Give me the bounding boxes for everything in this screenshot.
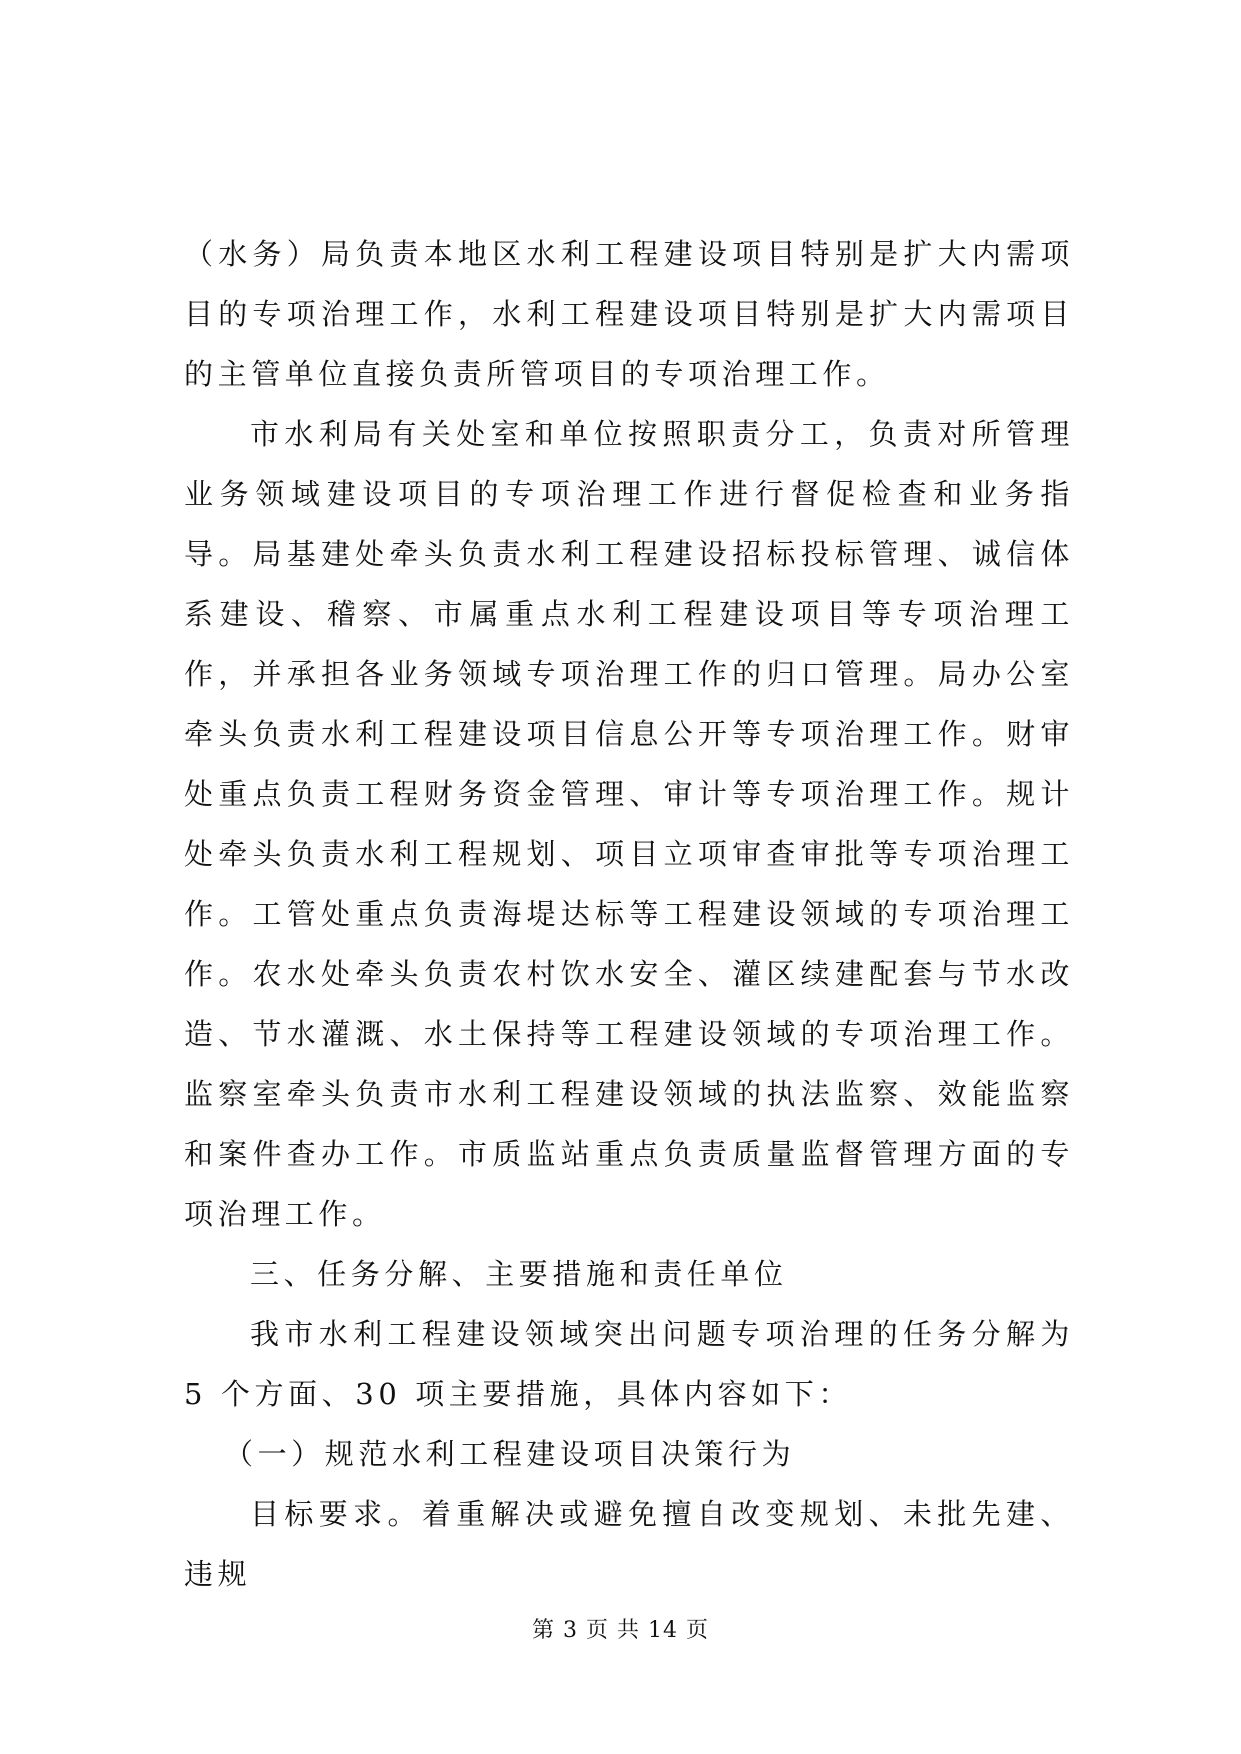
paragraph-continuation: （水务）局负责本地区水利工程建设项目特别是扩大内需项目的专项治理工作，水利工程建设项目特别是扩大内需项目的主管单位直接负责所管项目的专项治理工作。 [184, 237, 1074, 391]
page-number-footer: 第 3 页 共 14 页 [532, 1618, 709, 1643]
document-body [184, 224, 1088, 1604]
paragraph-responsibilities: 市水利局有关处室和单位按照职责分工，负责对所管理业务领域建设项目的专项治理工作进行督促检查和业务指导。局基建处牵头负责水利工程建设招标投标管理、诚信体系建设、稽察、市属重点水利工程建设项目等专项治理工作，并承担各业务领域专项治理工作的归口管理。局办公室牵头负责水利工程建设项目信息公开等专项治理工作。财审处重点负责工程财务资金管理、审计等专项治理工作。规计处牵头负责水利工程规划、项目立项审查审批等专项治理工作。工管处重点负责海堤达标等工程建设领域的专项治理工作。农水处牵头负责农村饮水安全、灌区续建配套与节水改造、节水灌溉、水土保持等工程建设领域的专项治理工作。监察室牵头负责市水利工程建设领域的执法监察、效能监察和案件查办工作。市质监站重点负责质量监督管理方面的专项治理工作。 [184, 417, 1074, 1231]
subsection-heading: （一）规范水利工程建设项目决策行为 [224, 1437, 796, 1471]
section-heading: 三、任务分解、主要措施和责任单位 [250, 1257, 788, 1291]
paragraph-goals: 目标要求。着重解决或避免擅自改变规划、未批先建、违规 [184, 1497, 1074, 1591]
paragraph-task-summary: 我市水利工程建设领域突出问题专项治理的任务分解为 5 个方面、30 项主要措施，具体内容如下： [184, 1317, 1088, 1411]
